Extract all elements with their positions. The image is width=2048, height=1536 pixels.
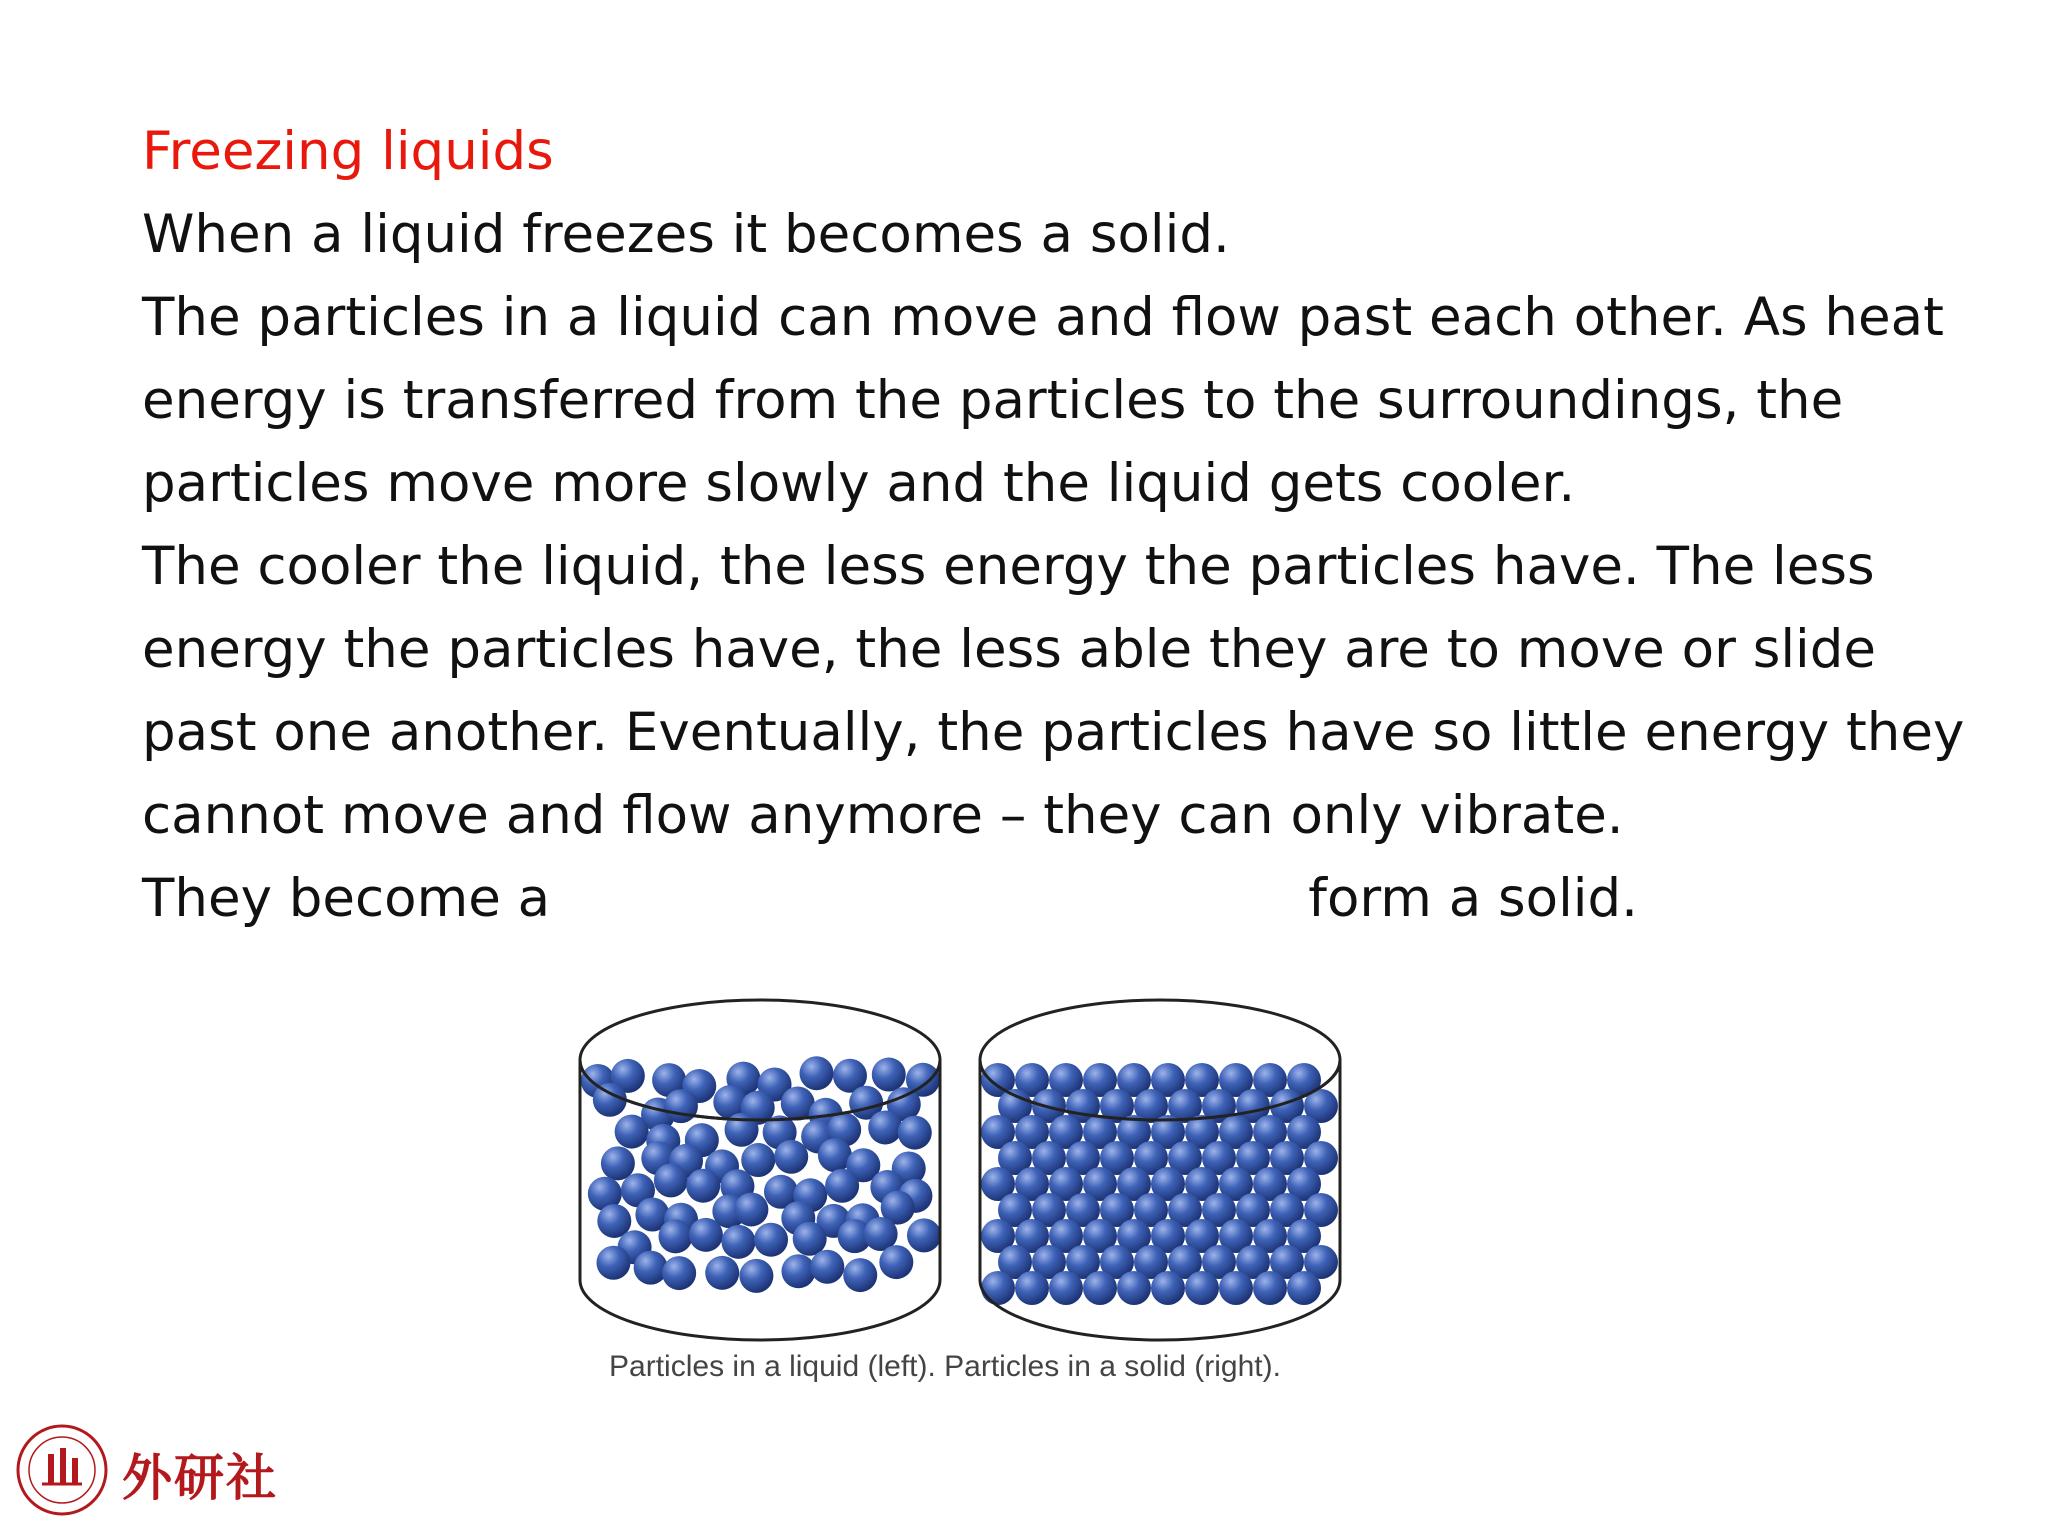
- particle: [825, 1169, 859, 1203]
- particle: [1015, 1271, 1049, 1305]
- particle: [793, 1222, 827, 1256]
- particle: [739, 1259, 773, 1293]
- publisher-seal-icon: [12, 1420, 112, 1520]
- paragraph-2: The particles in a liquid can move and flow past each other. As heat energy is transferred from the particles to the surroundings, the particles move more slowly and the liquid gets cooler.: [142, 287, 1944, 514]
- particle: [596, 1246, 630, 1280]
- particle: [907, 1218, 941, 1252]
- particle: [1151, 1271, 1185, 1305]
- particle: [689, 1218, 723, 1252]
- particle: [705, 1256, 739, 1290]
- particle: [774, 1140, 808, 1174]
- particle: [800, 1056, 834, 1090]
- figure-caption: Particles in a liquid (left). Particles in a solid (right).: [609, 1350, 1281, 1383]
- particle: [1083, 1271, 1117, 1305]
- paragraph-3: The cooler the liquid, the less energy the particles have. The less energy the particles have, the less able they are to move or slide past one another. Eventually, the particles have so little energy they cannot move and flow anymore – they can only vibrate.: [142, 536, 1965, 846]
- particle: [1117, 1271, 1151, 1305]
- particle: [879, 1245, 913, 1279]
- liquid-container: [580, 1000, 941, 1340]
- particle: [981, 1271, 1015, 1305]
- particle: [843, 1258, 877, 1292]
- particle: [1219, 1271, 1253, 1305]
- slide-title: Freezing liquids: [142, 121, 554, 182]
- particle: [898, 1116, 932, 1150]
- particle: [1185, 1271, 1219, 1305]
- particle: [662, 1256, 696, 1290]
- particle: [1049, 1271, 1083, 1305]
- particle: [781, 1254, 815, 1288]
- particle: [868, 1110, 902, 1144]
- slide-text: [142, 110, 1972, 940]
- particle: [754, 1223, 788, 1257]
- particle: [721, 1225, 755, 1259]
- particle: [601, 1146, 635, 1180]
- particle: [810, 1250, 844, 1284]
- solid-container: [980, 1000, 1340, 1340]
- particle: [664, 1089, 698, 1123]
- publisher-logo: [12, 1420, 312, 1520]
- particle: [1253, 1271, 1287, 1305]
- paragraph-1: When a liquid freezes it becomes a solid.: [142, 204, 1230, 265]
- particle: [658, 1219, 692, 1253]
- particle: [734, 1192, 768, 1226]
- particle: [634, 1251, 668, 1285]
- particles-figure: [560, 990, 1360, 1430]
- particle: [654, 1163, 688, 1197]
- particle: [872, 1058, 906, 1092]
- particle: [686, 1169, 720, 1203]
- particle: [1287, 1271, 1321, 1305]
- particle-containers-illustration: [560, 990, 1360, 1350]
- paragraph-4: They become a form a solid.: [142, 868, 1639, 929]
- publisher-name: 外研社: [122, 1449, 278, 1507]
- particle: [615, 1115, 649, 1149]
